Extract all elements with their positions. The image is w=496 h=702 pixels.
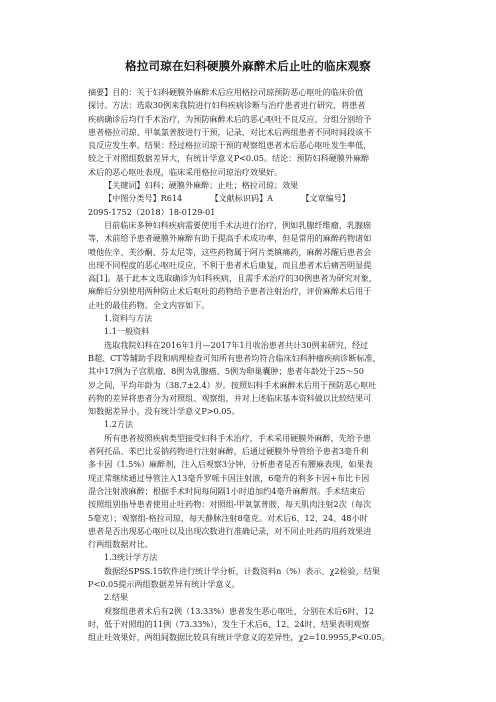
abstract-line: 较之于对照组数据差异大，有统计学意义P<0.05。结论：预防妇科硬膜外麻醉	[88, 153, 370, 164]
paper-title: 格拉司琼在妇科硬膜外麻醉术后止吐的临床观察	[125, 59, 371, 73]
body-line: 知数据差异小，没有统计学意义P>0.05。	[88, 406, 240, 417]
body-line: 所有患者按照疾病类型接受妇科手术治疗，手术采用硬膜外麻醉，先给予患	[104, 432, 372, 443]
body-line: 行两组数据对比。	[88, 539, 153, 550]
abstract-line: 患者格拉司琼、甲氧氯普胺进行干预，记录、对比术后两组患者不同时间段该不	[88, 126, 372, 137]
subsection-heading: 1.2方法	[104, 419, 134, 430]
body-line: 按照组别指导患者使用止吐药物：对照组-甲氧氯普胺，每天肌肉注射2次（每次	[88, 499, 372, 510]
article-number-line: 2095-1752（2018）18-0129-01	[88, 206, 216, 217]
body-line: 药物的差异将患者分为对照组、观察组，并对上述临床基本资料做以比较结果可	[88, 392, 372, 403]
body-line: 高[1]。基于此本文选取确诊为妇科疾病，且需手术治疗的30例患者为研究对象，	[88, 273, 377, 284]
body-line: B超、CT等辅助手段和病理检查可知所有患者均符合临床妇科肿瘤疾病诊断标准，	[88, 352, 381, 363]
body-line: P<0.05提示两组数据差异有统计学意义。	[88, 578, 240, 589]
abstract-line: 良反应发生率。结果：经过格拉司琼干预的观察组患者术后恶心呕吐发生率低，	[88, 140, 372, 151]
body-line: 出现不同程度的恶心呕吐反应，不利于患者术后康复，而且患者术后痛苦明显提	[88, 259, 372, 270]
body-line: 5毫克）；观察组-格拉司琼，每天静脉注射8毫克。对术后6、12、24、48小时	[88, 512, 368, 523]
subsection-heading: 1.1一般资料	[104, 326, 150, 337]
body-line: 现正常继续通过导管注入13毫升罗哌卡因注射液，6毫升的利多卡因+布比卡因	[88, 472, 370, 483]
section-heading: 2.结果	[104, 592, 128, 603]
body-line: 麻醉后分别使用两种防止术后呕吐的药物给予患者注射治疗，评价麻醉术后用于	[88, 286, 372, 297]
abstract-line: 探讨。方法：选取30例来我院进行妇科疾病诊断与治疗患者进行研究，将患者	[88, 100, 366, 111]
body-line: 时，低于对照组的11例（73.33%），发生于术后6、12、24时，结果表明观察	[88, 618, 370, 629]
body-line: 其中17例为子宫肌瘤、8例为乳腺癌、5例为卵巢囊肿；患者年龄处于25～50	[88, 366, 364, 377]
subsection-heading: 1.3统计学方法	[104, 552, 158, 563]
body-line: 岁之间，平均年龄为（38.7±2.4）岁。按照妇科手术麻醉术后用于预防恶心呕吐	[88, 379, 377, 390]
body-line: 患者是否出现恶心呕吐以及出现次数进行准确记录，对不同止吐药的用药效果进	[88, 525, 372, 536]
body-line: 组止吐效果好，两组间数据比较具有统计学意义的差异性，χ2=10.9955,P<0.05。	[88, 632, 390, 643]
body-line: 数据经SPSS.15软件进行统计学分析，计数资料n（%）表示、χ2检验，结果	[104, 565, 381, 576]
abstract-line: 摘要】目的：关于妇科硬膜外麻醉术后应用格拉司琼预防恶心呕吐的临床价值	[88, 87, 364, 97]
paper-body	[88, 86, 418, 644]
section-heading: 1.资料与方法	[104, 313, 153, 324]
body-line: 喷他佐辛、芙沙酮、芬太尼等，这些药物属于阿片类镇痛药，麻醉苏醒后患者会	[88, 246, 372, 257]
classification-line: 【中图分类号】R614 【文献标识码】A 【文章编号】	[104, 193, 350, 204]
body-line: 者阿托品、苯巴比妥钠药物进行注射麻醉，后通过硬膜外导管给予患者3毫升利	[88, 446, 369, 457]
body-line: 选取我院妇科在2016年1月—2017年1月收治患者共计30例来研究，经过	[104, 339, 369, 350]
abstract-line: 疾病确诊后均行手术治疗，为预防麻醉术后的恶心呕吐不良反应，分组分别给予	[88, 113, 372, 124]
abstract-line: 术后的恶心呕吐表现，临床采用格拉司琼治疗效果好。	[88, 166, 283, 177]
keywords-line: 【关键词】妇科；硬膜外麻醉；止吐；格拉司琼；效果	[104, 180, 299, 191]
body-line: 混合注射液麻醉；根据手术时间每间隔1小时追加约4毫升麻醉剂。手术结束后	[88, 485, 366, 496]
body-line: 等，术前给予患者硬膜外麻醉有助于提高手术成功率，但是常用的麻醉药物诸如	[88, 233, 372, 244]
body-line: 止吐的最佳药物。全文内容如下。	[88, 299, 210, 310]
body-line: 目前临床多种妇科疾病需要使用手术法进行治疗，例如乳腺纤维瘤、乳腺癌	[104, 219, 372, 230]
body-line: 多卡因（1.5%）麻醉剂，注入后观察3分钟，分析患者是否有腰麻表现，如果表	[88, 459, 373, 470]
body-line: 观察组患者术后有2例（13.33%）患者发生恶心呕吐，分别在术后6时、12	[104, 605, 374, 616]
